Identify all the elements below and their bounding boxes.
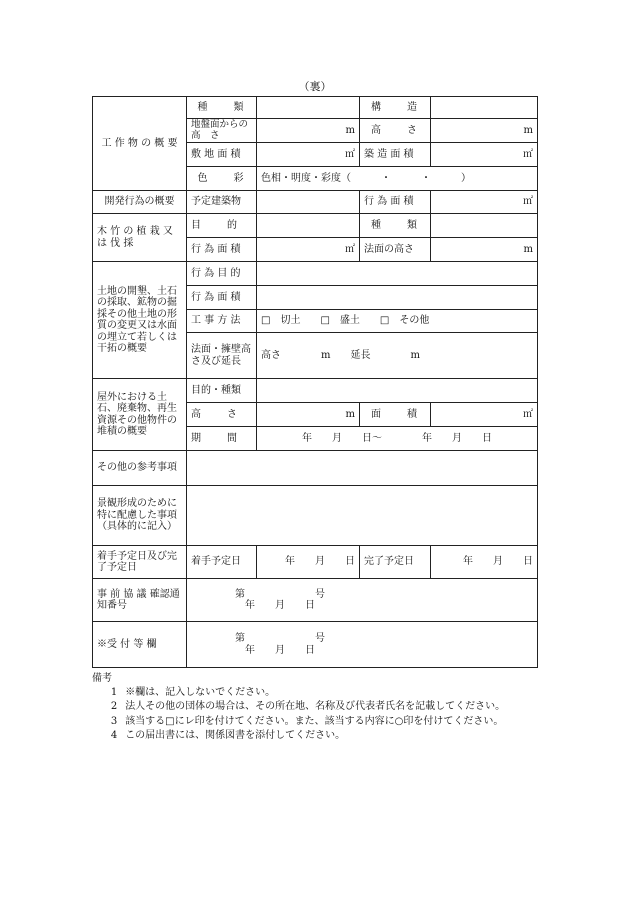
- structure-type-label: 種 類: [187, 97, 257, 119]
- structure-type-field[interactable]: [257, 97, 360, 119]
- trees-purpose-label: 目 的: [187, 214, 257, 238]
- reception-date-line: 年 月 日: [245, 644, 315, 656]
- planned-building-label: 予定建築物: [187, 191, 257, 214]
- page-title: （裏）: [298, 80, 332, 93]
- start-date-label: 着手予定日: [187, 546, 257, 579]
- remarks-item: 1 ※欄は、記入しないでください。: [110, 687, 276, 699]
- trees-section-label: 木 竹 の 植 栽 又 は 伐 採: [93, 214, 187, 262]
- storage-area-field[interactable]: ㎡: [431, 403, 538, 427]
- color-label: 色 彩: [187, 167, 257, 191]
- storage-period-field[interactable]: 年 月 日～ 年 月 日: [257, 427, 538, 451]
- storage-section-label: 屋外における土石、廃棄物、再生資源その他物件の堆積の概要: [93, 379, 187, 451]
- construction-method-options[interactable]: □ 切土 □ 盛土 □ その他: [257, 310, 538, 333]
- other-notes-field[interactable]: [187, 451, 538, 486]
- trees-area-label: 行 為 面 積: [187, 238, 257, 262]
- remarks-item: 4 この届出書には、関係図書を添付してください。: [110, 729, 346, 741]
- remarks-item: 3 該当する□にレ印を付けてください。また、該当する内容に○印を付けてください。: [110, 715, 504, 727]
- structure-section-label: 工 作 物 の 概 要: [93, 97, 187, 191]
- development-area-field[interactable]: ㎡: [431, 191, 538, 214]
- trees-type-label: 種 類: [360, 214, 431, 238]
- building-area-label: 築 造 面 積: [360, 143, 431, 167]
- structure-height-field[interactable]: m: [431, 119, 538, 143]
- trees-type-field[interactable]: [431, 214, 538, 238]
- notification-form-table: [92, 96, 538, 668]
- retaining-wall-label: 法面・擁壁高さ及び延長: [187, 333, 257, 379]
- structure-height-label: 高 さ: [360, 119, 431, 143]
- land-area-label: 行 為 面 積: [187, 286, 257, 310]
- remarks-heading: 備考: [92, 673, 112, 684]
- end-date-field[interactable]: 年 月 日: [431, 546, 538, 579]
- landscape-label: 景観形成のために特に配慮した事項（具体的に記入）: [93, 486, 187, 546]
- land-area-field[interactable]: [257, 286, 538, 310]
- planned-building-field[interactable]: [257, 191, 360, 214]
- storage-height-label: 高 さ: [187, 403, 257, 427]
- consultation-date-line: 年 月 日: [245, 600, 315, 611]
- development-section-label: 開発行為の概要: [93, 191, 187, 214]
- slope-height-label: 法面の高さ: [360, 238, 431, 262]
- other-notes-label: その他の参考事項: [93, 451, 187, 486]
- land-purpose-label: 行 為 目 的: [187, 262, 257, 286]
- site-area-field[interactable]: ㎡: [257, 143, 360, 167]
- structure-kozo-label: 構 造: [360, 97, 431, 119]
- remarks: [92, 672, 505, 743]
- color-field[interactable]: 色相・明度・彩度（ ・ ・ ）: [257, 167, 538, 191]
- ground-height-label: 地盤面からの 高 さ: [187, 119, 257, 143]
- storage-purpose-field[interactable]: [257, 379, 538, 403]
- end-date-label: 完了予定日: [360, 546, 431, 579]
- storage-area-label: 面 積: [360, 403, 431, 427]
- consultation-number-label: 事 前 協 議 確認通知番号: [93, 579, 187, 622]
- trees-purpose-field[interactable]: [257, 214, 360, 238]
- schedule-label: 着手予定日及び完了予定日: [93, 546, 187, 579]
- reception-label: ※受 付 等 欄: [93, 622, 187, 668]
- storage-period-label: 期 間: [187, 427, 257, 451]
- building-area-field[interactable]: ㎡: [431, 143, 538, 167]
- site-area-label: 敷 地 面 積: [187, 143, 257, 167]
- slope-height-field[interactable]: m: [431, 238, 538, 262]
- trees-area-field[interactable]: ㎡: [257, 238, 360, 262]
- reception-number-line: 第 号: [235, 633, 325, 644]
- remarks-item: 2 法人その他の団体の場合は、その所在地、名称及び代表者氏名を記載してください。: [110, 701, 506, 713]
- structure-kozo-field[interactable]: [431, 97, 538, 119]
- landscape-field[interactable]: [187, 486, 538, 546]
- reception-field: [187, 622, 538, 668]
- consultation-number-line: 第 号: [235, 588, 325, 600]
- storage-purpose-label: 目的・種類: [187, 379, 257, 403]
- consultation-number-field[interactable]: [187, 579, 538, 622]
- retaining-wall-field[interactable]: 高さ m 延長 m: [257, 333, 538, 379]
- construction-method-label: 工 事 方 法: [187, 310, 257, 333]
- land-section-label: 土地の開墾、土石の採取、鉱物の掘採その他土地の形質の変更又は水面の埋立て若しくは干拓の概要: [93, 262, 187, 379]
- development-area-label: 行 為 面 積: [360, 191, 431, 214]
- land-purpose-field[interactable]: [257, 262, 538, 286]
- storage-height-field[interactable]: m: [257, 403, 360, 427]
- ground-height-field[interactable]: m: [257, 119, 360, 143]
- start-date-field[interactable]: 年 月 日: [257, 546, 360, 579]
